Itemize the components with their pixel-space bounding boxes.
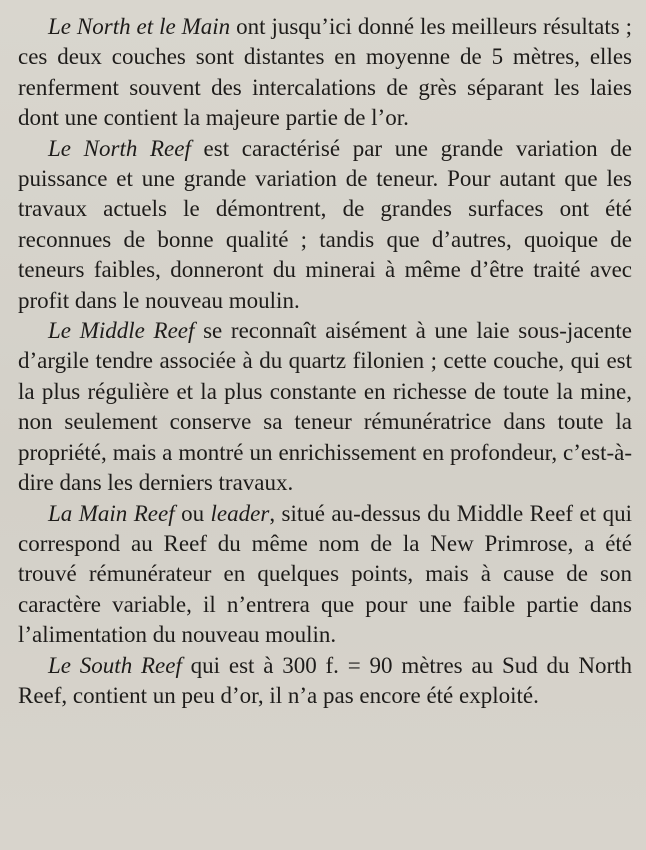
italic-lead: Le Middle Reef <box>48 318 195 344</box>
paragraph-south-reef <box>18 651 632 712</box>
paragraph-text: est caractérisé par une grande variation de puissance et une grande variation de teneur. Pour autant que les travaux actuels le démontrent, de grandes surfaces ont été reconnues de bonne qualité ; tandis que d’autres, quoique de teneurs faibles, donneront du minerai à même d’être traité avec profit dans le nouveau moulin. <box>18 135 632 313</box>
italic-term: leader <box>210 500 270 526</box>
paragraph-north-reef <box>18 134 632 316</box>
paragraph-text: , situé au-dessus du Middle Reef et qui correspond au Reef du même nom de la New Primrose, a été trouvé rémunérateur en quelques points, mais à cause de son caractère variable, il n’entrera que pour une faible partie dans l’alimentation du nouveau moulin. <box>18 500 632 648</box>
italic-lead: Le North Reef <box>48 135 191 161</box>
italic-lead: Le North et le Main <box>48 14 231 39</box>
paragraph-middle-reef <box>18 316 632 498</box>
paragraph-text: se reconnaît aisément à une laie sous-jacente d’argile tendre associée à du quartz filonien ; cette couche, qui est la plus régulière et la plus constante en richesse de toute la mine, non seulement conserve sa teneur rémunératrice dans toute la propriété, mais a montré un enrichissement en profondeur, c’est-à-dire dans les derniers travaux. <box>18 318 632 496</box>
paragraph-north-and-main <box>18 12 632 134</box>
italic-lead: Le South Reef <box>48 652 182 678</box>
paragraph-main-reef <box>18 499 632 651</box>
paragraph-text: ont jusqu’ici donné les meilleurs résultats ; ces deux couches sont distantes en moyenne de 5 mètres, elles renferment souvent des intercalations de grès séparant les laies dont une contient la majeure partie de l’or. <box>18 14 633 131</box>
paragraph-text: qui est à 300 f. = 90 mètres au Sud du North Reef, contient un peu d’or, il n’a pas encore été exploité. <box>18 652 632 708</box>
paragraph-connector: ou <box>174 500 211 526</box>
italic-lead: La Main Reef <box>48 500 175 526</box>
